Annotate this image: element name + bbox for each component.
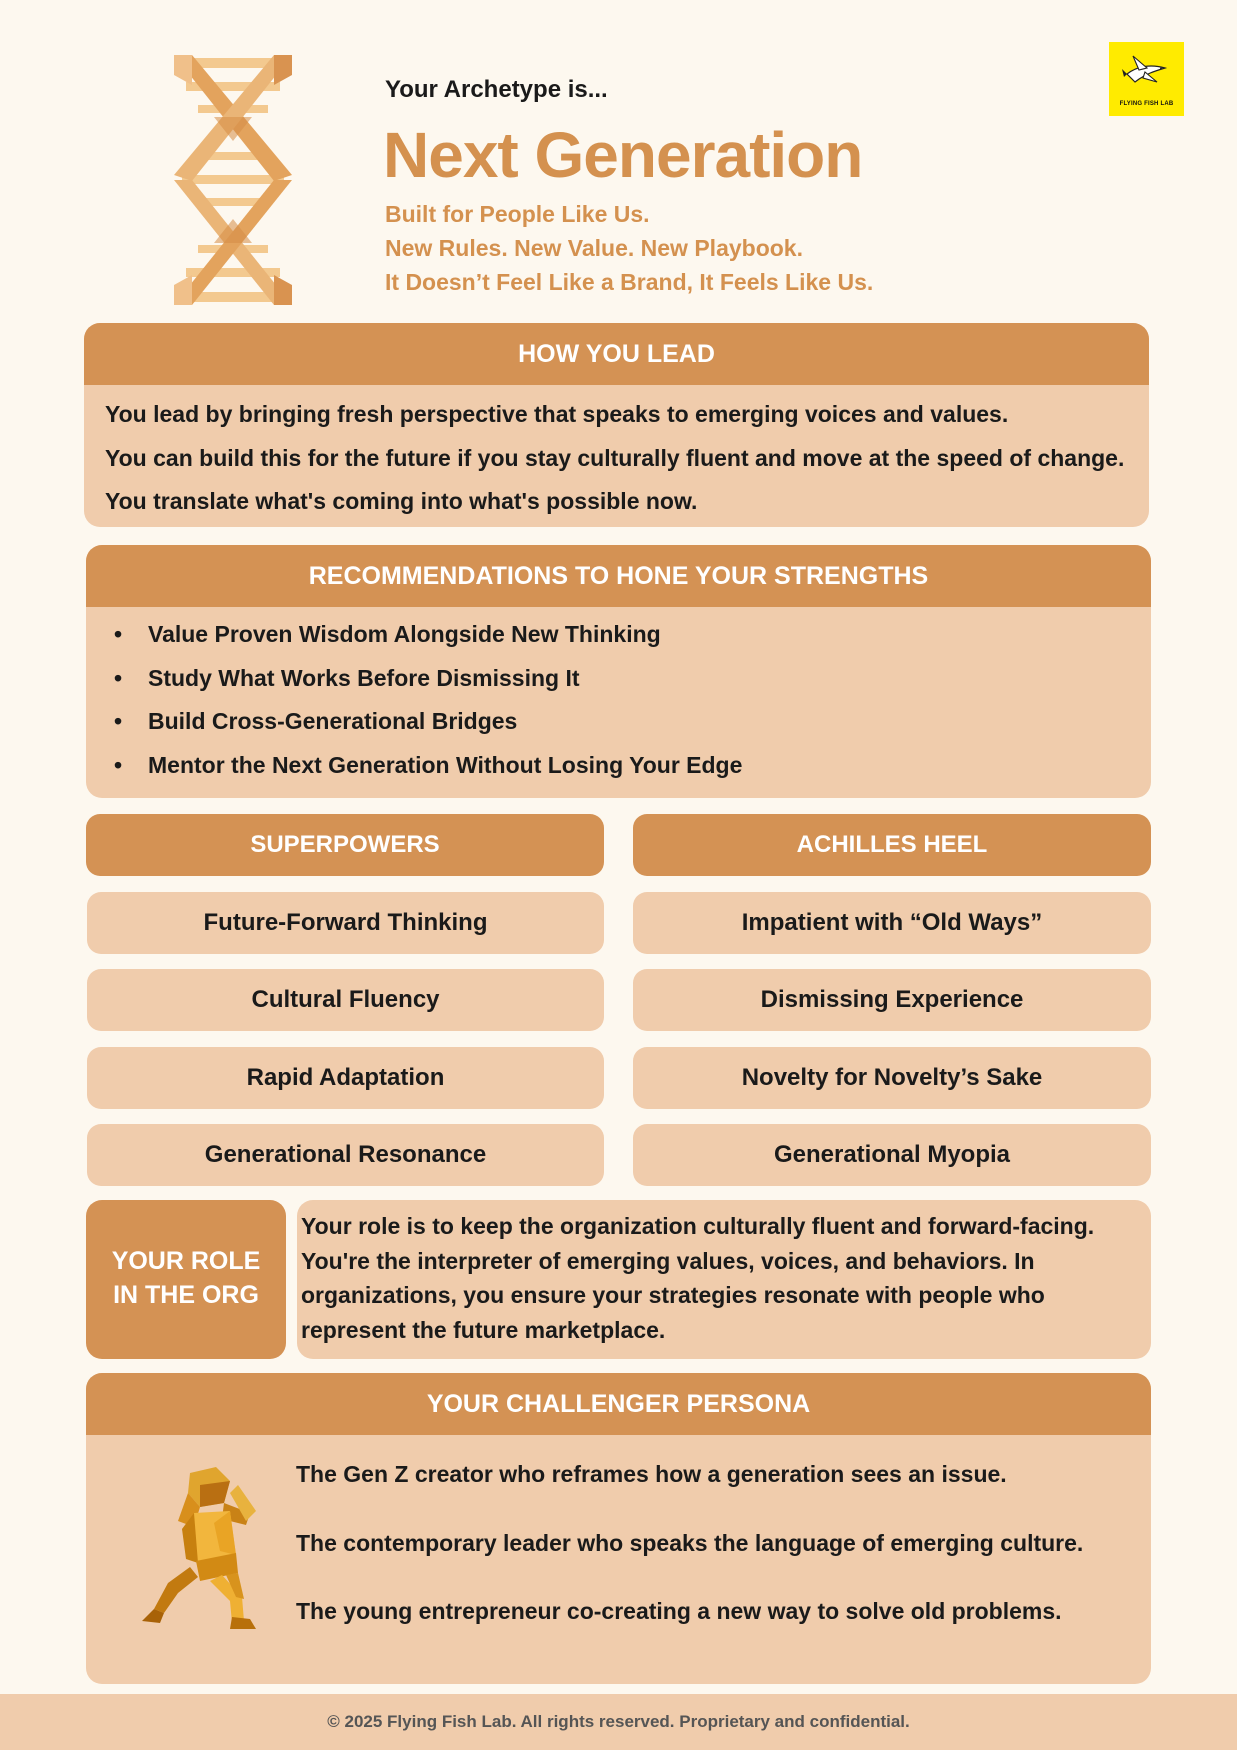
flying-fish-lab-logo <box>1109 42 1184 116</box>
lead-line: You lead by bringing fresh perspective that speaks to emerging voices and values. <box>105 401 1009 427</box>
how-you-lead-title: HOW YOU LEAD <box>84 323 1149 385</box>
list-item: • Build Cross-Generational Bridges <box>114 700 1151 744</box>
persona-lines <box>296 1457 1083 1663</box>
persona-line: The contemporary leader who speaks the language of emerging culture. <box>296 1529 1084 1556</box>
tagline: Built for People Like Us. <box>385 201 650 227</box>
achilles-heel-item: Impatient with “Old Ways” <box>633 892 1151 954</box>
role-description <box>297 1200 1151 1359</box>
achilles-heel-item: Dismissing Experience <box>633 969 1151 1031</box>
logo-text: FLYING FISH LAB <box>1119 101 1174 107</box>
superpowers-title: SUPERPOWERS <box>86 814 604 876</box>
header <box>0 0 1237 310</box>
recommendations-title: RECOMMENDATIONS TO HONE YOUR STRENGTHS <box>86 545 1151 607</box>
role-line: represent the future marketplace. <box>301 1316 666 1343</box>
lead-line: You translate what's coming into what's possible now. <box>105 488 698 514</box>
recommendations-card <box>86 545 1151 798</box>
recommendations-list <box>86 607 1151 787</box>
role-label-line: YOUR ROLE <box>111 1247 261 1275</box>
superpower-item: Rapid Adaptation <box>87 1047 604 1109</box>
tagline: It Doesn’t Feel Like a Brand, It Feels Like Us. <box>385 269 874 295</box>
superpower-item: Future-Forward Thinking <box>87 892 604 954</box>
role-line: You're the interpreter of emerging values, voices, and behaviors. In <box>301 1247 1035 1274</box>
achilles-heel-item: Generational Myopia <box>633 1124 1151 1186</box>
archetype-name: Next Generation <box>383 119 863 191</box>
dna-helix-icon <box>170 55 296 305</box>
role-line: Your role is to keep the organization culturally fluent and forward-facing. <box>301 1213 1095 1239</box>
achilles-heel-title: ACHILLES HEEL <box>633 814 1151 876</box>
role-line: organizations, you ensure your strategies resonate with people who <box>301 1282 1045 1308</box>
tagline: New Rules. New Value. New Playbook. <box>385 235 803 261</box>
challenger-persona-title: YOUR CHALLENGER PERSONA <box>86 1373 1151 1435</box>
lead-line: You can build this for the future if you stay culturally fluent and move at the speed of change. <box>105 444 1125 471</box>
how-you-lead-card <box>84 323 1149 527</box>
achilles-heel-item: Novelty for Novelty’s Sake <box>633 1047 1151 1109</box>
persona-line: The Gen Z creator who reframes how a generation sees an issue. <box>296 1461 1007 1487</box>
challenger-persona-card <box>86 1373 1151 1684</box>
list-item: • Mentor the Next Generation Without Losing Your Edge <box>114 744 1151 788</box>
persona-line: The young entrepreneur co-creating a new way to solve old problems. <box>296 1598 1062 1624</box>
superpower-item: Generational Resonance <box>87 1124 604 1186</box>
footer <box>0 1694 1237 1750</box>
list-item: • Study What Works Before Dismissing It <box>114 657 1151 701</box>
taglines <box>385 197 873 299</box>
list-item: • Value Proven Wisdom Alongside New Thinking <box>114 613 1151 657</box>
flying-fish-icon <box>1121 52 1171 92</box>
superpower-item: Cultural Fluency <box>87 969 604 1031</box>
archetype-label: Your Archetype is... <box>385 76 608 103</box>
thinking-figure-icon <box>138 1463 273 1633</box>
how-you-lead-lines <box>84 385 1149 524</box>
footer-text: © 2025 Flying Fish Lab. All rights reserved. Proprietary and confidential. <box>327 1712 910 1731</box>
role-label <box>86 1200 286 1359</box>
role-label-line: IN THE ORG <box>113 1281 259 1309</box>
